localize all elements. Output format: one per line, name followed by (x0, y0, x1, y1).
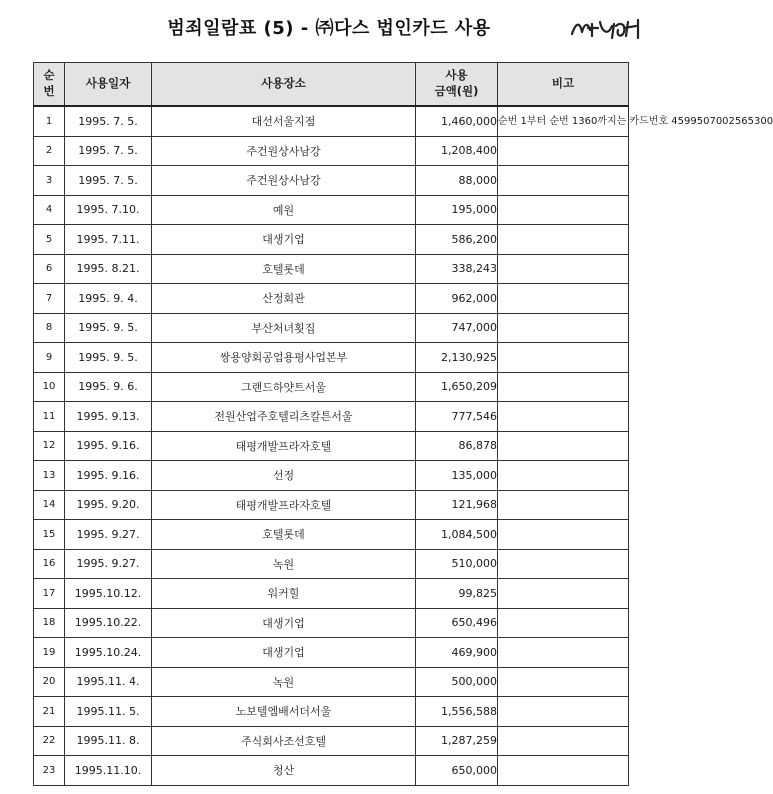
cell-note (498, 756, 629, 786)
cell-use-place: 호텔롯데 (152, 520, 416, 550)
cell-use-date: 1995. 9.27. (65, 520, 152, 550)
cell-serial-no: 17 (34, 579, 65, 609)
cell-serial-no: 19 (34, 638, 65, 668)
cell-use-date: 1995. 9. 5. (65, 313, 152, 343)
table-row (34, 402, 629, 432)
cell-amount: 1,650,209 (416, 372, 498, 402)
cell-use-place: 대생기업 (152, 638, 416, 668)
cell-use-date: 1995.10.22. (65, 608, 152, 638)
cell-amount: 88,000 (416, 166, 498, 196)
cell-serial-no: 16 (34, 549, 65, 579)
table-header-row (34, 63, 629, 107)
cell-use-date: 1995.10.12. (65, 579, 152, 609)
table-row (34, 431, 629, 461)
cell-amount: 135,000 (416, 461, 498, 491)
cell-use-place: 호텔롯데 (152, 254, 416, 284)
cell-amount: 86,878 (416, 431, 498, 461)
cell-serial-no: 15 (34, 520, 65, 550)
cell-serial-no: 9 (34, 343, 65, 373)
cell-use-place: 대생기업 (152, 225, 416, 255)
cell-use-date: 1995.10.24. (65, 638, 152, 668)
cell-note (498, 313, 629, 343)
cell-note (498, 490, 629, 520)
cell-use-place: 대생기업 (152, 608, 416, 638)
cell-use-place: 태평개발프라자호텔 (152, 490, 416, 520)
cell-use-date: 1995.11. 4. (65, 667, 152, 697)
cell-amount: 469,900 (416, 638, 498, 668)
cell-use-date: 1995. 9.27. (65, 549, 152, 579)
cell-use-date: 1995.11. 5. (65, 697, 152, 727)
cell-serial-no: 23 (34, 756, 65, 786)
cell-amount: 121,968 (416, 490, 498, 520)
offense-list-table (33, 62, 773, 786)
cell-amount: 777,546 (416, 402, 498, 432)
table-row (34, 697, 629, 727)
cell-use-place: 부산처녀횟집 (152, 313, 416, 343)
cell-use-date: 1995. 9.20. (65, 490, 152, 520)
cell-amount: 1,208,400 (416, 136, 498, 166)
cell-note (498, 697, 629, 727)
table-row (34, 608, 629, 638)
cell-note (498, 579, 629, 609)
cell-use-date: 1995. 7. 5. (65, 136, 152, 166)
cell-amount: 650,000 (416, 756, 498, 786)
header-note: 비고 (498, 63, 629, 107)
cell-use-place: 예원 (152, 195, 416, 225)
cell-note (498, 166, 629, 196)
cell-use-place: 주건원상사남강 (152, 166, 416, 196)
cell-amount: 1,556,588 (416, 697, 498, 727)
cell-serial-no: 5 (34, 225, 65, 255)
logo-script-icon (568, 14, 648, 44)
cell-serial-no: 3 (34, 166, 65, 196)
cell-use-place: 워커힐 (152, 579, 416, 609)
cell-amount: 338,243 (416, 254, 498, 284)
cell-use-place: 산정회관 (152, 284, 416, 314)
table-row (34, 166, 629, 196)
cell-use-date: 1995. 9.13. (65, 402, 152, 432)
cell-amount: 1,287,259 (416, 726, 498, 756)
cell-serial-no: 22 (34, 726, 65, 756)
cell-use-date: 1995. 9. 5. (65, 343, 152, 373)
cell-use-place: 녹원 (152, 667, 416, 697)
cell-note (498, 225, 629, 255)
table-row (34, 225, 629, 255)
table-row (34, 372, 629, 402)
cell-use-date: 1995. 9. 6. (65, 372, 152, 402)
cell-use-date: 1995. 9.16. (65, 461, 152, 491)
cell-amount: 1,084,500 (416, 520, 498, 550)
table-row (34, 195, 629, 225)
cell-serial-no: 4 (34, 195, 65, 225)
cell-use-date: 1995. 7. 5. (65, 166, 152, 196)
cell-use-date: 1995. 7.10. (65, 195, 152, 225)
table-body (34, 106, 773, 785)
header-use-place: 사용장소 (152, 63, 416, 107)
cell-note (498, 254, 629, 284)
cell-serial-no: 13 (34, 461, 65, 491)
cell-use-date: 1995. 7.11. (65, 225, 152, 255)
cell-serial-no: 2 (34, 136, 65, 166)
document-title: 범죄일람표 (5) - ㈜다스 법인카드 사용 (167, 18, 491, 39)
cell-use-date: 1995.11. 8. (65, 726, 152, 756)
header-use-date: 사용일자 (65, 63, 152, 107)
cell-amount: 500,000 (416, 667, 498, 697)
cell-note (498, 726, 629, 756)
header-serial-no: 순 번 (34, 63, 65, 107)
cell-note: 순번 1부터 순번 1360까지는 카드번호 4599507002565300 (498, 106, 629, 136)
cell-serial-no: 18 (34, 608, 65, 638)
table-row (34, 756, 629, 786)
table-row (34, 313, 629, 343)
cell-serial-no: 12 (34, 431, 65, 461)
cell-serial-no: 8 (34, 313, 65, 343)
cell-use-place: 그랜드하얏트서울 (152, 372, 416, 402)
cell-note (498, 284, 629, 314)
cell-note (498, 638, 629, 668)
table-row (34, 343, 629, 373)
cell-note (498, 431, 629, 461)
cell-use-place: 노보텔엠배서더서울 (152, 697, 416, 727)
cell-amount: 99,825 (416, 579, 498, 609)
cell-amount: 1,460,000 (416, 106, 498, 136)
cell-use-place: 청산 (152, 756, 416, 786)
cell-use-place: 선정 (152, 461, 416, 491)
table-row (34, 106, 629, 136)
cell-note (498, 136, 629, 166)
table-row (34, 549, 629, 579)
table-row (34, 667, 629, 697)
table-row (34, 579, 629, 609)
cell-serial-no: 7 (34, 284, 65, 314)
cell-use-place: 전원산업주호텔리츠칼튼서울 (152, 402, 416, 432)
cell-use-date: 1995.11.10. (65, 756, 152, 786)
cell-note (498, 667, 629, 697)
cell-note (498, 520, 629, 550)
cell-use-date: 1995. 9.16. (65, 431, 152, 461)
cell-amount: 2,130,925 (416, 343, 498, 373)
cell-note (498, 461, 629, 491)
table-row (34, 461, 629, 491)
table-row (34, 638, 629, 668)
table-row (34, 254, 629, 284)
cell-note (498, 608, 629, 638)
cell-amount: 510,000 (416, 549, 498, 579)
cell-serial-no: 10 (34, 372, 65, 402)
table-row (34, 520, 629, 550)
cell-use-date: 1995. 7. 5. (65, 106, 152, 136)
header-amount: 사용 금액(원) (416, 63, 498, 107)
table-row (34, 284, 629, 314)
cell-serial-no: 6 (34, 254, 65, 284)
cell-use-place: 대선서울지점 (152, 106, 416, 136)
cell-use-date: 1995. 8.21. (65, 254, 152, 284)
cell-amount: 586,200 (416, 225, 498, 255)
cell-serial-no: 14 (34, 490, 65, 520)
cell-note (498, 195, 629, 225)
table-row (34, 136, 629, 166)
cell-amount: 962,000 (416, 284, 498, 314)
cell-use-place: 쌍용양회공업용평사업본부 (152, 343, 416, 373)
cell-use-place: 주식회사조선호텔 (152, 726, 416, 756)
cell-serial-no: 21 (34, 697, 65, 727)
cell-amount: 747,000 (416, 313, 498, 343)
cell-note (498, 402, 629, 432)
cell-note (498, 549, 629, 579)
cell-amount: 650,496 (416, 608, 498, 638)
cell-use-date: 1995. 9. 4. (65, 284, 152, 314)
cell-use-place: 주건원상사남강 (152, 136, 416, 166)
table-row (34, 490, 629, 520)
cell-serial-no: 1 (34, 106, 65, 136)
cell-serial-no: 20 (34, 667, 65, 697)
cell-use-place: 녹원 (152, 549, 416, 579)
cell-amount: 195,000 (416, 195, 498, 225)
cell-use-place: 태평개발프라자호텔 (152, 431, 416, 461)
cell-serial-no: 11 (34, 402, 65, 432)
cell-note (498, 372, 629, 402)
table-row (34, 726, 629, 756)
newstapa-logo (568, 14, 648, 44)
cell-note (498, 343, 629, 373)
